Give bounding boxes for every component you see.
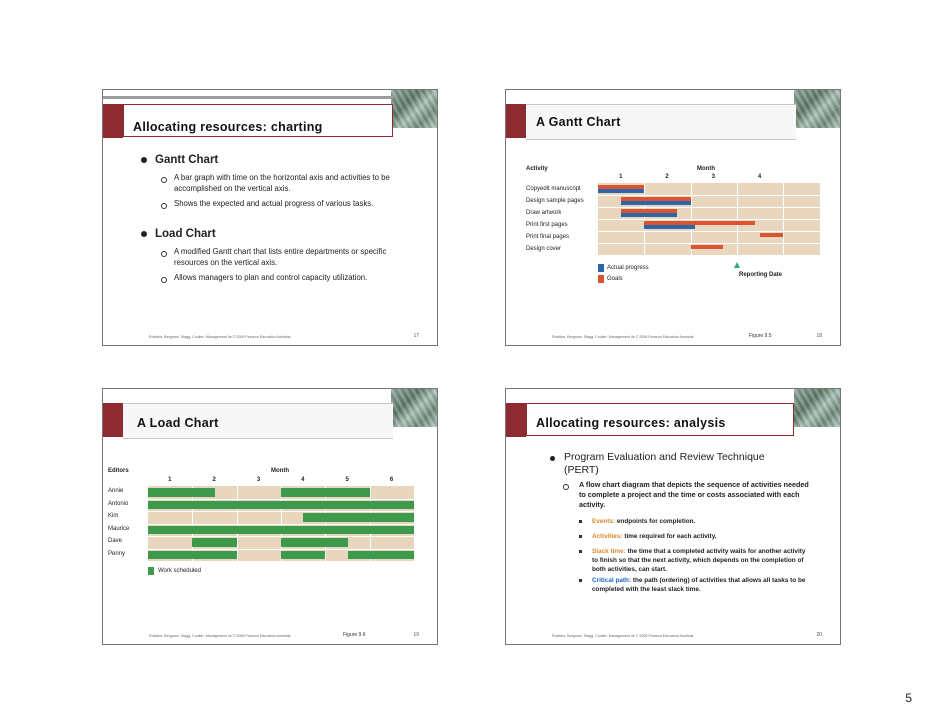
load-work-bar xyxy=(148,526,414,535)
slide-number: 20 xyxy=(816,632,822,638)
title-accent xyxy=(103,403,123,437)
footer-credit: Robbins, Bergman, Stagg, Coulter: Management 4e © 2006 Pearson Education Australia xyxy=(149,634,291,638)
page-number: 5 xyxy=(905,691,912,705)
gantt-goal-bar xyxy=(760,233,783,237)
slide-title: Allocating resources: analysis xyxy=(536,416,726,430)
gantt-goal-bar xyxy=(691,245,723,249)
gantt-activity-label: Print first pages xyxy=(526,222,568,228)
load-work-bar xyxy=(148,551,237,560)
load-row-line xyxy=(148,524,414,525)
title-accent xyxy=(506,104,526,138)
load-row-line xyxy=(148,511,414,512)
figure-caption: Figure 9.5 xyxy=(749,333,772,339)
figure-caption: Figure 9.6 xyxy=(343,632,366,638)
slide-number: 17 xyxy=(413,333,419,339)
sub-bullet: Shows the expected and actual progress of various tasks. xyxy=(174,199,374,208)
square-bullet-icon xyxy=(579,520,582,523)
gantt-actual-bar xyxy=(621,213,677,217)
load-work-bar xyxy=(148,501,414,510)
load-month-label: 5 xyxy=(345,477,349,483)
reporting-date-label: Reporting Date xyxy=(739,272,783,278)
load-row-line xyxy=(148,549,414,550)
gantt-actual-bar xyxy=(644,225,695,229)
slide-title: A Gantt Chart xyxy=(536,115,621,129)
decorative-photo xyxy=(391,389,437,427)
load-month-label: 4 xyxy=(301,477,305,483)
gantt-actual-bar xyxy=(621,201,690,205)
slide-title: A Load Chart xyxy=(137,416,219,430)
load-work-bar xyxy=(348,551,415,560)
load-work-bar xyxy=(148,488,215,497)
gantt-month-label: 4 xyxy=(757,174,762,180)
slide-load-chart xyxy=(102,388,438,645)
bullet-load: Load Chart xyxy=(141,228,216,240)
load-editor-label: Penny xyxy=(108,550,126,557)
bullet-gantt: Gantt Chart xyxy=(141,154,218,166)
slide-title: Allocating resources: charting xyxy=(133,120,323,134)
load-editor-label: Annie xyxy=(108,488,124,494)
gantt-activity-label: Copyedit manuscript xyxy=(526,186,581,192)
slide-charting xyxy=(102,89,438,346)
term-slack-time: Slack time: the time that a completed activity waits for another activity to finish so that the next activity, which depends on the completion of both activities, can start. xyxy=(592,548,806,573)
load-month-label: 1 xyxy=(168,477,172,483)
load-row-line xyxy=(148,561,414,562)
load-work-bar xyxy=(281,538,348,547)
load-gridline xyxy=(414,486,415,561)
slide-number: 18 xyxy=(816,333,822,339)
editors-axis-label: Editors xyxy=(108,468,129,474)
footer-credit: Robbins, Bergman, Stagg, Coulter: Management 4e © 2006 Pearson Education Australia xyxy=(552,634,694,638)
decorative-photo xyxy=(794,90,840,128)
ring-bullet-icon xyxy=(161,203,167,209)
load-editor-label: Dave xyxy=(108,538,123,544)
gantt-row-line xyxy=(598,207,820,208)
load-row-line xyxy=(148,536,414,537)
gantt-row-line xyxy=(598,195,820,196)
bullet-dot-icon xyxy=(550,456,555,461)
month-axis-label: Month xyxy=(271,468,289,474)
legend-work-label: Work scheduled xyxy=(158,568,201,574)
gantt-row-line xyxy=(598,255,820,256)
sub-bullet: A modified Gantt chart that lists entire departments or specific resources on the vertical axis. xyxy=(174,247,387,267)
reporting-date-marker-icon xyxy=(734,262,740,268)
title-accent xyxy=(506,403,526,437)
load-work-bar xyxy=(281,488,370,497)
slide-analysis xyxy=(505,388,841,645)
pert-description: A flow chart diagram that depicts the sequence of activities needed to complete a project and the time or costs associated with each activity. xyxy=(579,480,809,509)
legend-actual-swatch xyxy=(598,264,604,272)
square-bullet-icon xyxy=(579,550,582,553)
term-activities: Activities: time required for each activity. xyxy=(592,533,717,540)
load-editor-label: Antonio xyxy=(108,500,129,507)
activity-axis-label: Activity xyxy=(526,166,548,172)
bullet-dot-icon xyxy=(141,231,147,237)
gantt-month-label: 3 xyxy=(711,174,715,180)
square-bullet-icon xyxy=(579,579,582,582)
legend-work-swatch xyxy=(148,567,154,575)
gantt-row-line xyxy=(598,243,820,244)
gantt-activity-label: Design sample pages xyxy=(526,198,584,204)
load-work-bar xyxy=(303,513,414,522)
load-editor-label: Maurice xyxy=(108,525,130,532)
load-row-line xyxy=(148,499,414,500)
ring-bullet-icon xyxy=(161,177,167,183)
gantt-month-label: 1 xyxy=(619,174,623,180)
term-critical-path: Critical path: the path (ordering) of activities that allows all tasks to be completed with the least slack time. xyxy=(592,577,806,593)
ring-bullet-icon xyxy=(161,277,167,283)
footer-credit: Robbins, Bergman, Stagg, Coulter: Management 4e © 2006 Pearson Education Australia xyxy=(149,335,291,339)
legend-goals-swatch xyxy=(598,275,604,283)
load-month-label: 3 xyxy=(256,477,261,483)
legend-actual-label: Actual progress xyxy=(607,265,649,271)
gantt-row-line xyxy=(598,219,820,220)
month-axis-label: Month xyxy=(697,166,715,172)
ring-bullet-icon xyxy=(161,251,167,257)
sub-bullet: A bar graph with time on the horizontal axis and activities to be accomplished on the vertical axis. xyxy=(174,173,390,193)
bullet-dot-icon xyxy=(141,157,147,163)
load-month-label: 6 xyxy=(389,477,394,483)
title-accent xyxy=(103,104,123,138)
square-bullet-icon xyxy=(579,535,582,538)
gantt-activity-label: Design cover xyxy=(526,246,562,252)
load-work-bar xyxy=(281,551,325,560)
decorative-photo xyxy=(391,90,437,128)
legend-goals-label: Goals xyxy=(607,276,623,282)
load-month-label: 2 xyxy=(212,477,216,483)
slide-gantt xyxy=(505,89,841,346)
gantt-month-label: 2 xyxy=(665,174,669,180)
footer-credit: Robbins, Bergman, Stagg, Coulter: Management 4e © 2006 Pearson Education Australia xyxy=(552,335,694,339)
ring-bullet-icon xyxy=(563,484,569,490)
term-events: Events: endpoints for completion. xyxy=(592,518,696,525)
load-editor-label: Kim xyxy=(108,513,119,519)
decorative-photo xyxy=(794,389,840,427)
slide-number: 19 xyxy=(413,632,419,638)
gantt-actual-bar xyxy=(598,189,644,193)
gantt-activity-label: Draw artwork xyxy=(526,210,562,216)
load-work-bar xyxy=(192,538,236,547)
gantt-activity-label: Print final pages xyxy=(526,234,570,240)
gantt-row-line xyxy=(598,231,820,232)
pert-heading: Program Evaluation and Review Technique (PERT) xyxy=(564,451,765,476)
sub-bullet: Allows managers to plan and control capacity utilization. xyxy=(174,273,368,282)
top-rule xyxy=(103,96,393,99)
